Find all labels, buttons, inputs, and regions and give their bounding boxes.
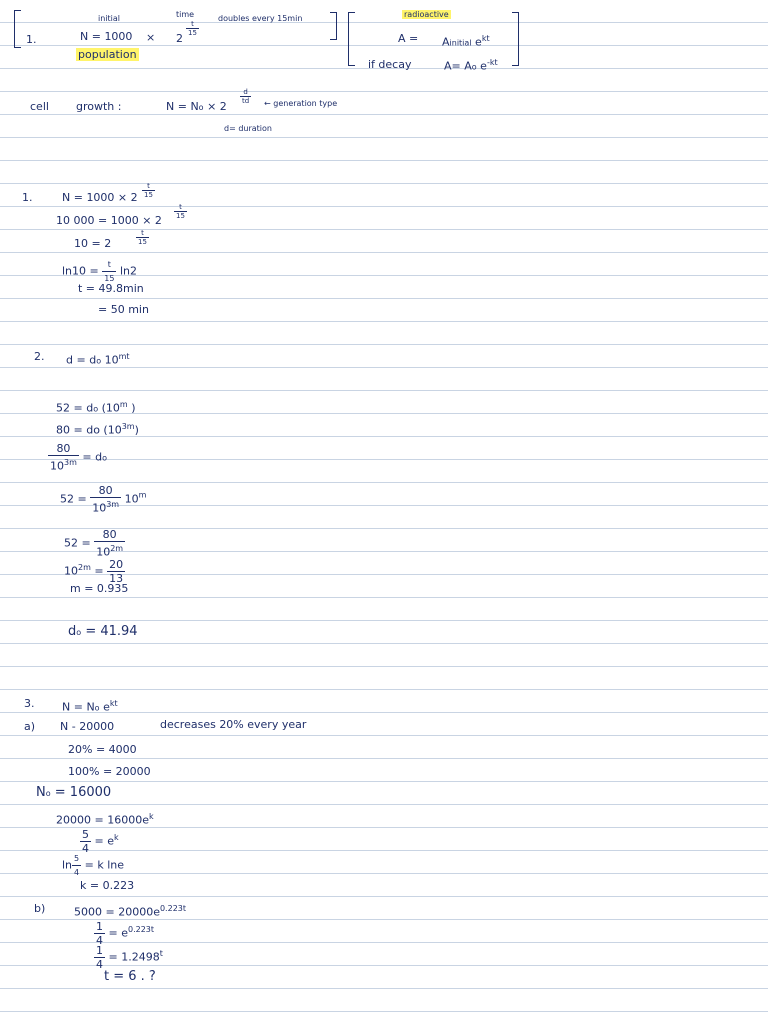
a-initial: Ainitial $e^{kt}$ (442, 34, 490, 49)
q1-line-5: t = 49.8min (78, 282, 144, 295)
cell-label: cell (30, 100, 49, 113)
q2-line-9: do = 41.94 (68, 624, 138, 639)
q2-line-8: m = 0.935 (70, 582, 129, 595)
middle-bracket (330, 12, 337, 40)
radioactive-label: radioactive (404, 10, 449, 19)
q2-line-6: 52 = $\frac{80}{10^{2m}}$ (64, 528, 124, 559)
q1-line-3: 10 = 2 (74, 237, 112, 250)
left-bracket (14, 10, 21, 48)
initial-label: initial (98, 14, 120, 23)
q3-number: 3. (24, 697, 35, 710)
q1-line-3-exp: $\frac{t}{15}$ (138, 229, 147, 246)
q3-a-line-4: No = 16000 (36, 785, 112, 800)
right-box-left-bracket (348, 12, 355, 66)
generation-type-note: ← generation type (264, 99, 338, 108)
q3-a-line-1: N - 20000 (60, 720, 115, 733)
q3-b-line-1: $5000 = 20000e^{0.223t}$ (74, 904, 187, 919)
q3-b-line-4: t = 6 . ? (104, 969, 156, 984)
q1-line-6: = 50 min (98, 303, 149, 316)
q1-line-1-exp: $\frac{t}{15}$ (144, 182, 153, 199)
time-label: time (176, 10, 195, 19)
q2-line-3: 80 = do $(10^{3m})$ (56, 422, 139, 437)
q3-a-line-5: $20000 = 16000e^k$ (56, 812, 154, 827)
q3-b-line-2: $\frac{1}{4}$ = $e^{0.223t}$ (96, 920, 155, 947)
q3-a-note: decreases 20% every year (160, 718, 307, 731)
q1-line-4: ln10 = $\frac{t}{15}$ ln2 (62, 260, 137, 283)
q2-number: 2. (34, 350, 45, 363)
q2-line-1: d = do $10^{mt}$ (66, 352, 130, 367)
q2-line-4: $\frac{80}{10^{3m}}$ = do (50, 442, 107, 473)
base-two: 2 (176, 32, 183, 45)
duration-definition: d= duration (224, 124, 272, 133)
q1-header-number: 1. (26, 33, 37, 46)
q1-line-1: N = 1000 × 2 (62, 191, 138, 204)
q3-a-line-7: ln $\frac{5}{4}$ = k lne (62, 854, 125, 877)
q2-line-2: 52 = do (10$^m$ ) (56, 400, 136, 415)
if-decay-label: if decay (368, 58, 412, 71)
growth-label: growth : (76, 100, 122, 113)
q3-a-line-2: 20% = 4000 (68, 743, 137, 756)
cell-growth-exponent: $\frac{d}{td}$ (242, 88, 250, 105)
q3-a-line-8: k = 0.223 (80, 879, 135, 892)
q2-line-7: $10^{2m}$ = $\frac{20}{13}$ (64, 558, 124, 585)
doubles-note: doubles every 15min (218, 14, 303, 23)
decay-equation: A= Ao $e^{-kt}$ (444, 58, 498, 73)
a-equals: A = (398, 32, 419, 45)
population-label: population (78, 48, 137, 61)
right-box-right-bracket (512, 12, 519, 66)
q3-part-b-label: b) (34, 902, 46, 915)
q3-line-1: N = No $e^{kt}$ (62, 699, 118, 714)
q3-a-line-3: 100% = 20000 (68, 765, 151, 778)
q3-a-line-6: $\frac{5}{4}$ = $e^k$ (82, 828, 119, 855)
exp-t-over-15: $\frac{t}{15}$ (188, 20, 197, 37)
q1-line-2-exp: $\frac{t}{15}$ (176, 203, 185, 220)
times-sign: × (146, 31, 156, 44)
q3-b-line-3: $\frac{1}{4}$ = $1.2498^t$ (96, 944, 163, 971)
q2-line-5: 52 = $\frac{80}{10^{3m}}$ 10$^m$ (60, 484, 147, 515)
n-equation: N = 1000 (80, 30, 133, 43)
q1-number: 1. (22, 191, 33, 204)
q1-line-2: 10 000 = 1000 × 2 (56, 214, 162, 227)
cell-growth-formula: N = No × 2 (166, 100, 227, 113)
q3-part-a-label: a) (24, 720, 36, 733)
